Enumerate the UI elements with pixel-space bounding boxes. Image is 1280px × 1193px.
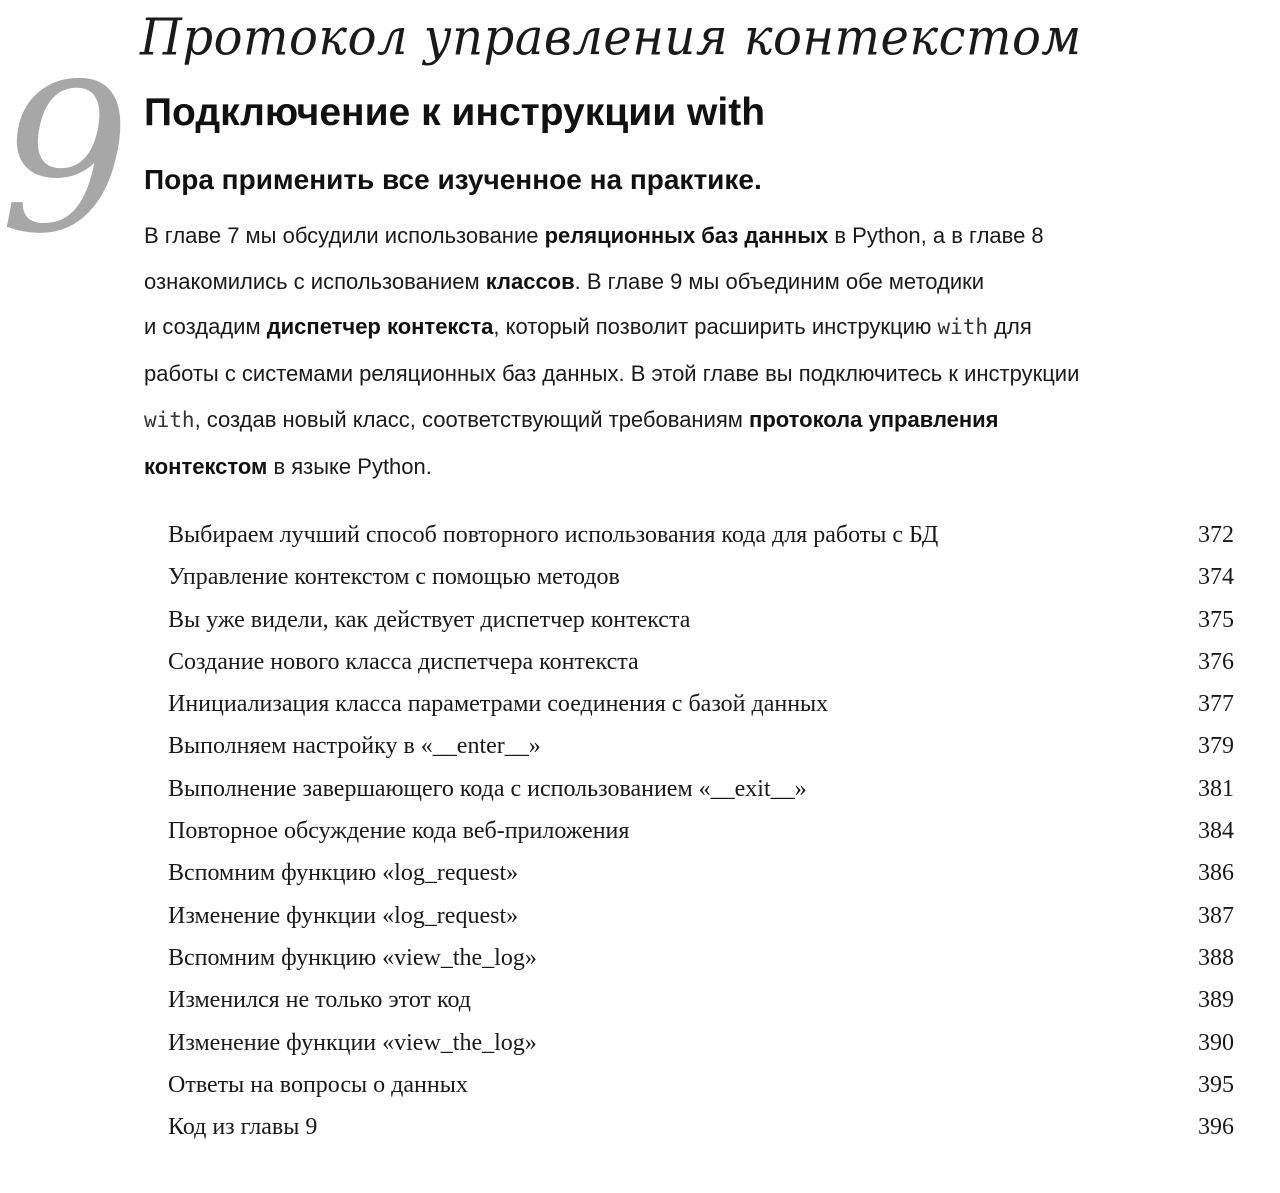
toc-entry-page: 376: [1198, 648, 1234, 675]
toc-entry[interactable]: [168, 852, 1234, 894]
toc-entry[interactable]: [168, 768, 1234, 810]
intro-line: [144, 259, 1244, 305]
intro-line: [144, 397, 1244, 444]
chapter-intro: [144, 213, 1244, 489]
intro-text: работы с системами реляционных баз данных. В этой главе вы подключитесь к инструкции: [144, 361, 1080, 387]
intro-bold-term: реляционных баз данных: [544, 223, 829, 248]
intro-text: ознакомились с использованием: [144, 268, 486, 294]
chapter-number: 9: [0, 41, 125, 279]
toc-entry[interactable]: [168, 641, 1234, 683]
toc-entry-page: 374: [1198, 564, 1234, 591]
intro-text: в языке Python.: [267, 453, 432, 479]
intro-bold-term: диспетчер контекста: [266, 314, 494, 340]
toc-entry-page: 381: [1198, 775, 1234, 802]
intro-text: , создав новый класс, соответствующий требованиям: [194, 406, 750, 432]
chapter-title: Протокол управления контекстом: [140, 7, 1082, 68]
toc-entry-title: Вы уже видели, как действует диспетчер контекста: [168, 606, 691, 633]
toc-entry-title: Создание нового класса диспетчера контекста: [168, 648, 639, 675]
intro-line: [144, 351, 1244, 397]
toc-entry-page: 372: [1198, 522, 1234, 548]
toc-entry-title: Код из главы 9: [168, 1114, 318, 1141]
toc-entry[interactable]: [168, 514, 1234, 556]
toc-entry-page: 384: [1198, 818, 1234, 845]
intro-text: , который позволит расширить инструкцию: [493, 314, 938, 340]
toc-entry-title: Управление контекстом с помощью методов: [168, 564, 620, 591]
chapter-lead: Пора применить все изученное на практике.: [144, 164, 762, 195]
toc-entry-page: 389: [1198, 987, 1234, 1014]
toc-entry[interactable]: [168, 683, 1234, 725]
intro-code: with: [937, 315, 989, 340]
toc-entry[interactable]: [168, 1022, 1234, 1064]
intro-text: в Python, а в главе 8: [828, 223, 1044, 248]
toc-entry-title: Изменился не только этот код: [168, 987, 471, 1014]
intro-text: и создадим: [144, 314, 267, 340]
toc-entry-title: Изменение функции «view_the_log»: [168, 1029, 537, 1056]
intro-code: with: [144, 407, 195, 432]
toc-entry[interactable]: [168, 1064, 1234, 1106]
toc-entry-page: 379: [1198, 733, 1234, 760]
toc-entry-page: 377: [1198, 691, 1234, 718]
toc-entry[interactable]: [168, 556, 1234, 598]
intro-text: . В главе 9 мы объединим обе методики: [574, 268, 985, 294]
toc-entry[interactable]: [168, 895, 1234, 937]
toc-entry[interactable]: [168, 810, 1234, 852]
toc-entry-title: Изменение функции «log_request»: [168, 902, 519, 929]
toc-entry[interactable]: [168, 725, 1234, 767]
toc-entry[interactable]: [168, 1106, 1234, 1148]
toc-entry-title: Выполняем настройку в «__enter__»: [168, 733, 541, 760]
intro-line: [144, 213, 1244, 259]
toc-entry-title: Вспомним функцию «log_request»: [168, 860, 519, 887]
intro-bold-term: классов: [485, 268, 575, 294]
toc-entry-page: 396: [1198, 1114, 1234, 1141]
toc-entry-title: Вспомним функцию «view_the_log»: [168, 944, 537, 971]
toc-entry-page: 390: [1198, 1029, 1234, 1056]
intro-text: для: [988, 314, 1032, 340]
toc-entry-page: 388: [1198, 944, 1234, 971]
toc-entry-title: Выполнение завершающего кода с использованием «__exit__»: [168, 775, 807, 802]
toc-entry-page: 386: [1198, 860, 1234, 887]
toc-entry-page: 375: [1198, 606, 1234, 633]
intro-text: В главе 7 мы обсудили использование: [144, 223, 545, 248]
toc-entry[interactable]: [168, 937, 1234, 979]
chapter-subtitle: Подключение к инструкции with: [144, 91, 766, 134]
toc-entry[interactable]: [168, 979, 1234, 1021]
toc-entry[interactable]: [168, 599, 1234, 641]
toc-entry-title: Инициализация класса параметрами соединения с базой данных: [168, 691, 829, 718]
intro-line: [144, 304, 1244, 351]
toc-entry-page: 395: [1198, 1071, 1234, 1098]
toc-entry-title: Выбираем лучший способ повторного использования кода для работы с БД: [168, 522, 939, 548]
intro-line: [144, 444, 1244, 490]
toc-entry-title: Повторное обсуждение кода веб-приложения: [168, 818, 630, 845]
table-of-contents: [168, 514, 1234, 1148]
toc-entry-title: Ответы на вопросы о данных: [168, 1071, 468, 1098]
intro-bold-term: контекстом: [144, 453, 268, 479]
intro-bold-term: протокола управления: [749, 406, 999, 432]
toc-entry-page: 387: [1198, 902, 1234, 929]
